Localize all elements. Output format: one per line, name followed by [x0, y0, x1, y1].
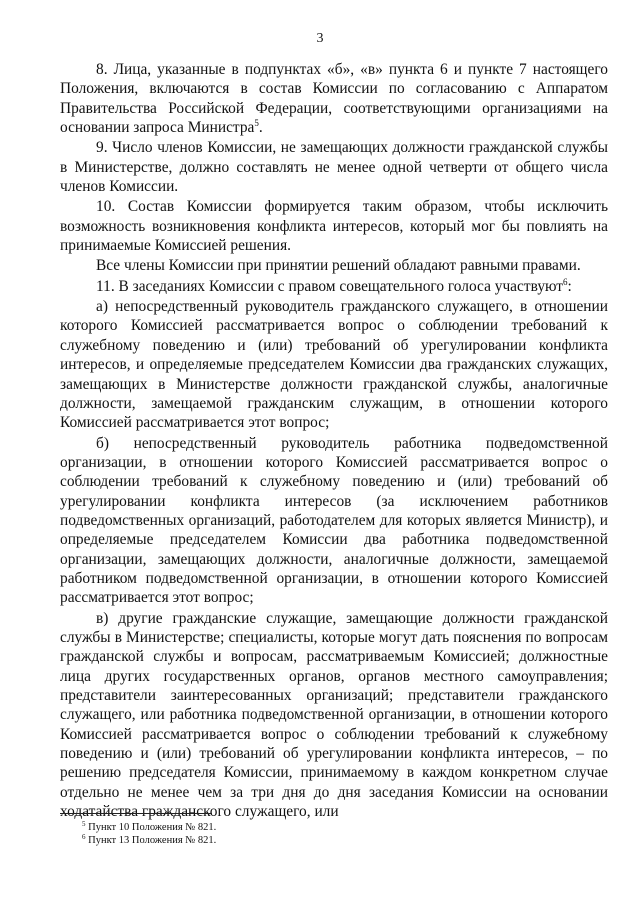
paragraph-11a: а) непосредственный руководитель гражданского служащего, в отношении которого Комиссией рассматривается вопрос о соблюдении требований к служебному поведению и (или) требований об урегулировании конфликта интересов, и определяемые председателем Комиссии два гражданских служащих, замещающих в Министерстве должности гражданской службы, аналогичные должности, замещаемой гражданским служащим, в отношении которого Комиссией рассматривается этот вопрос; — [60, 298, 608, 432]
footnote-mark: 5 — [82, 820, 86, 828]
paragraph-8: 8. Лица, указанные в подпунктах «б», «в» пункта 6 и пункте 7 настоящего Положения, включаются в состав Комиссии по согласованию с Аппаратом Правительства Российской Федерации, соответствующими организациями на основании запроса Министра$^5$. — [60, 61, 608, 137]
footnote-5: $^5$ Пункт 10 Положения № 821. — [82, 820, 217, 833]
paragraph-10-continued: Все члены Комиссии при принятии решений обладают равными правами. — [96, 257, 581, 275]
footnote-ref: 5 — [254, 118, 259, 129]
footnote-6: $^6$ Пункт 13 Положения № 821. — [82, 833, 217, 846]
footnote-divider — [60, 813, 212, 814]
page-number: 3 — [316, 31, 324, 46]
paragraph-9: 9. Число членов Комиссии, не замещающих должности гражданской службы в Министерстве, должно составлять не менее одной четверти от общего числа членов Комиссии. — [60, 139, 608, 196]
footnote-mark: 6 — [82, 833, 86, 841]
paragraph-11v: в) другие гражданские служащие, замещающие должности гражданской службы в Министерстве; специалисты, которые могут дать пояснения по вопросам гражданской службы и вопросам, рассматриваемым Комиссией; должностные лица других государственных органов, органов местного самоуправления; представители заинтересованных организаций; представители гражданского служащего, или работника подведомственной организации, в отношении которого Комиссией рассматривается вопрос о соблюдении требований к служебному поведению и (или) требований об урегулировании конфликта интересов, – по решению председателя Комиссии, принимаемому в каждом конкретном случае отдельно не менее чем за три дня до дня заседания Комиссии на основании ходатайства гражданского служащего, или — [60, 609, 608, 821]
paragraph-11b: б) непосредственный руководитель работника подведомственной организации, в отношении которого Комиссией рассматривается вопрос о соблюдении требований к служебному поведению и (или) требований об урегулировании конфликта интересов (за исключением работников подведомственных организаций, работодателем для которых является Министр), и определяемые председателем Комиссии два работника подведомственной организации, замещающих должности, аналогичные должности, замещаемой работником подведомственной организации, в отношении которого Комиссией рассматривается этот вопрос; — [60, 434, 608, 607]
footnote-ref: 6 — [563, 276, 568, 287]
document-body — [60, 60, 608, 822]
footnotes — [82, 821, 482, 847]
paragraph-10: 10. Состав Комиссии формируется таким образом, чтобы исключить возможность возникновения конфликта интересов, который мог бы повлиять на принимаемые Комиссией решения. — [60, 198, 608, 255]
paragraph-11: 11. В заседаниях Комиссии с правом совещательного голоса участвуют$^6$: — [96, 276, 572, 295]
